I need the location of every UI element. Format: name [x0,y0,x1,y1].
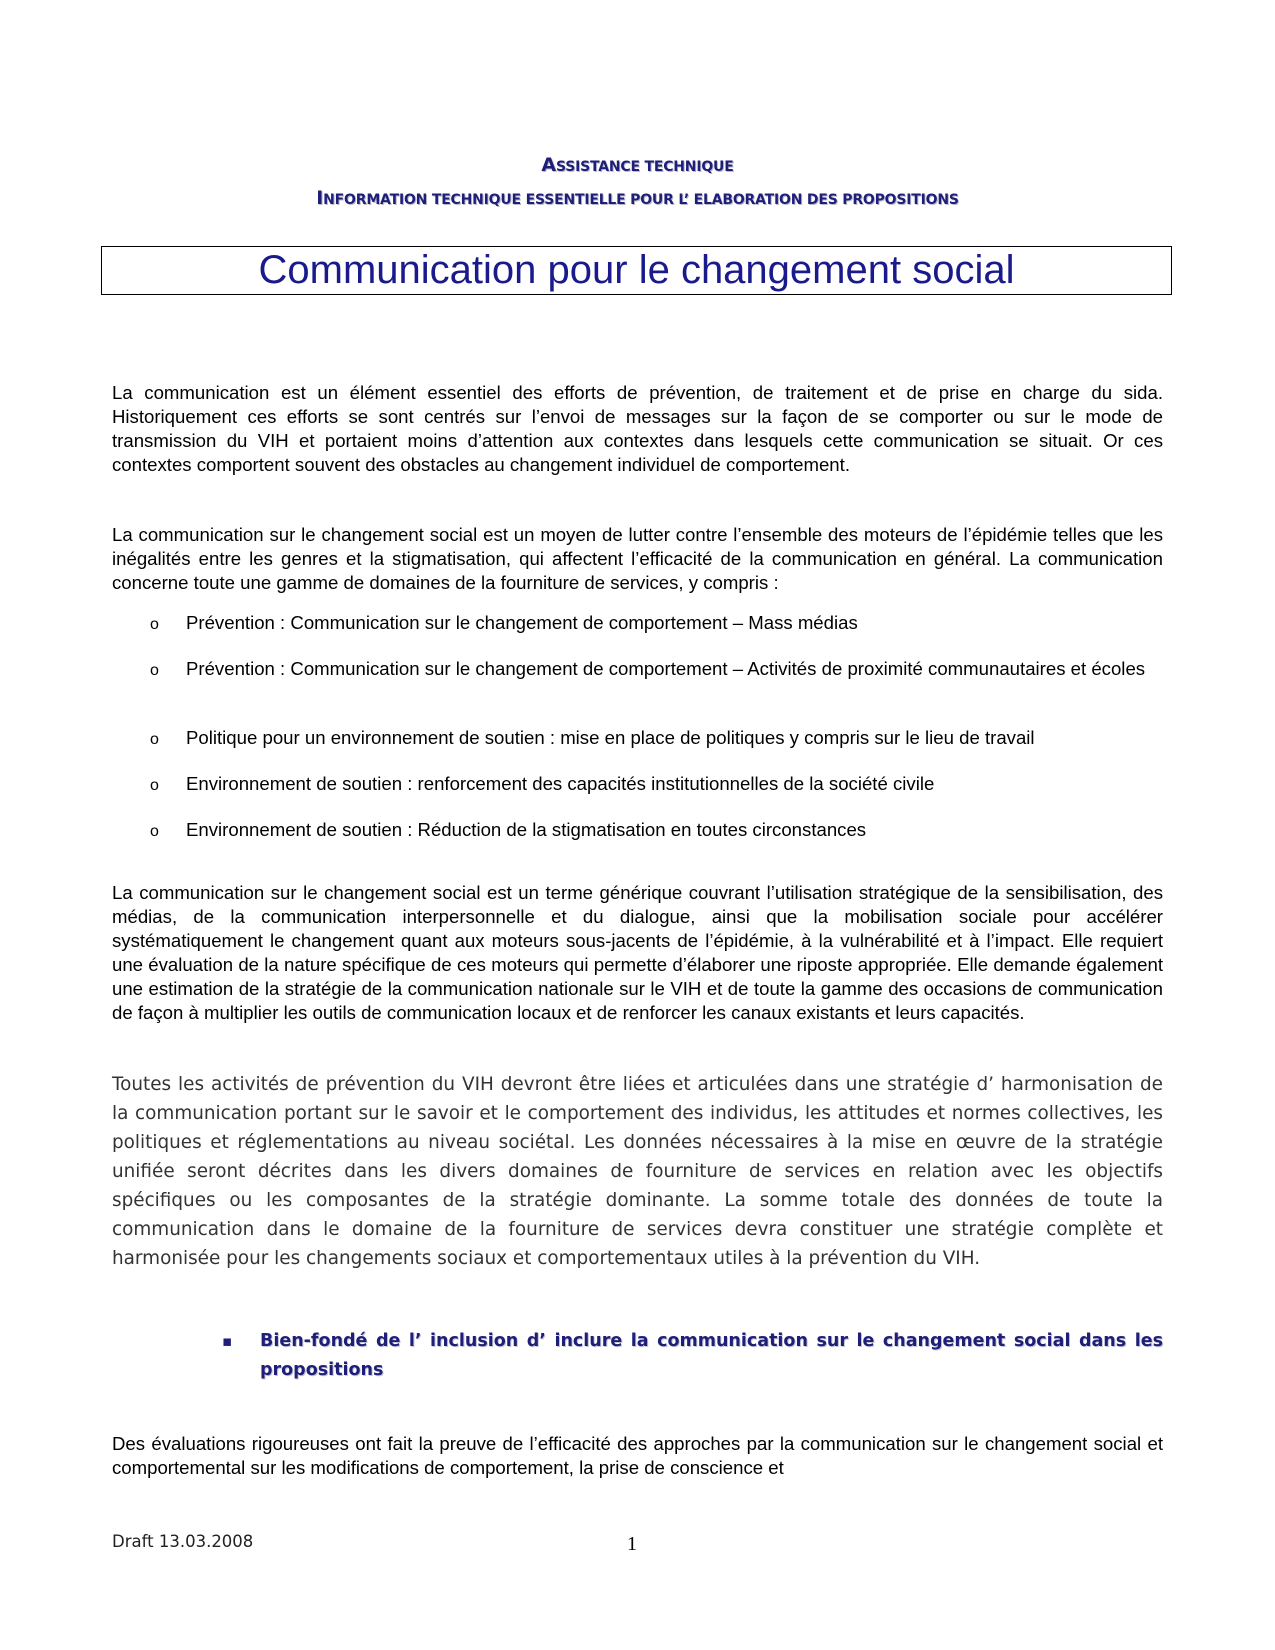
bullet-marker: o [150,777,159,794]
header-line-2 [0,187,1275,209]
header-line-1-text: SSISTANCE TECHNIQUE [555,159,734,175]
page-title: Communication pour le changement social [258,248,1015,292]
title-box [101,246,1172,295]
paragraph-definition: La communication sur le changement social est un terme générique couvrant l’utilisation stratégique de la sensibilisation, des médias, de la communication interpersonnelle et du dialogue, ainsi que la mobilisation sociale pour accélérer systématiquement le changement quant aux moteurs sous-jacents de l’épidémie, à la vulnérabilité et à l’impact. Elle requiert une évaluation de la nature spécifique de ces moteurs qui permette d’élaborer une riposte appropriée. Elle demande également une estimation de la stratégie de la communication nationale sur le VIH et de toute la gamme des occasions de communication de façon à multiplier les outils de communication locaux et de renforcer les canaux existants et leurs capacités. [112,882,1163,1023]
paragraph-evaluations: Des évaluations rigoureuses ont fait la preuve de l’efficacité des approches par la communication sur le changement social et comportemental sur les modifications de comportement, la prise de conscience et [112,1433,1163,1478]
paragraph-intro: La communication est un élément essentiel des efforts de prévention, de traitement et de prise en charge du sida. Historiquement ces efforts se sont centrés sur l’envoi de messages sur la façon de se comporter ou sur le mode de transmission du VIH et portaient moins d’attention aux contextes dans lesquels cette communication se situait. Or ces contextes comportent souvent des obstacles au changement individuel de comportement. [112,382,1163,475]
bullet-marker: o [150,823,159,840]
paragraph-social-change: La communication sur le changement social est un moyen de lutter contre l’ensemble des moteurs de l’épidémie telles que les inégalités entre les genres et la stigmatisation, qui affectent l’efficacité de la communication en général. La communication concerne toute une gamme de domaines de la fourniture de services, y compris : [112,524,1163,593]
bullet-marker: o [150,731,159,748]
header-line-1-initial: A [541,154,556,176]
bullet-marker: o [150,616,159,633]
bullet-marker: o [150,662,159,679]
subheading-text: Bien-fondé de l’ inclusion d’ inclure la communication sur le changement social dans les propositions [260,1331,1163,1380]
section-subheading [222,1327,1163,1385]
list-item-text: Politique pour un environnement de soutien : mise en place de politiques y compris sur le lieu de travail [186,727,1035,748]
list-item-text: Prévention : Communication sur le changement de comportement – Mass médias [186,612,858,633]
header-line-2-text: NFORMATION TECHNIQUE ESSENTIELLE POUR L’ ELABORATION DES PROPOSITIONS [323,192,959,208]
header-line-2-initial: I [316,187,324,209]
list-item-text: Prévention : Communication sur le changement de comportement – Activités de proximité communautaires et écoles [186,658,1146,679]
footer-draft-date: Draft 13.03.2008 [112,1532,254,1551]
header-line-1 [0,154,1275,176]
page-number: 1 [627,1533,637,1555]
paragraph-harmonisation: Toutes les activités de prévention du VIH devront être liées et articulées dans une stratégie d’ harmonisation de la communication portant sur le savoir et le comportement des individus, les attitudes et normes collectives, les politiques et réglementations au niveau sociétal. Les données nécessaires à la mise en œuvre de la stratégie unifiée seront décrites dans les divers domaines de fourniture de services en relation avec les objectifs spécifiques ou les composantes de la stratégie dominante. La somme totale des données de toute la communication dans le domaine de la fourniture de services devra constituer une stratégie complète et harmonisée pour les changements sociaux et comportementaux utiles à la prévention du VIH. [112,1074,1163,1269]
square-bullet-icon: ▪ [222,1332,233,1350]
list-item-text: Environnement de soutien : renforcement des capacités institutionnelles de la société civile [186,773,935,794]
list-item-text: Environnement de soutien : Réduction de la stigmatisation en toutes circonstances [186,819,867,840]
